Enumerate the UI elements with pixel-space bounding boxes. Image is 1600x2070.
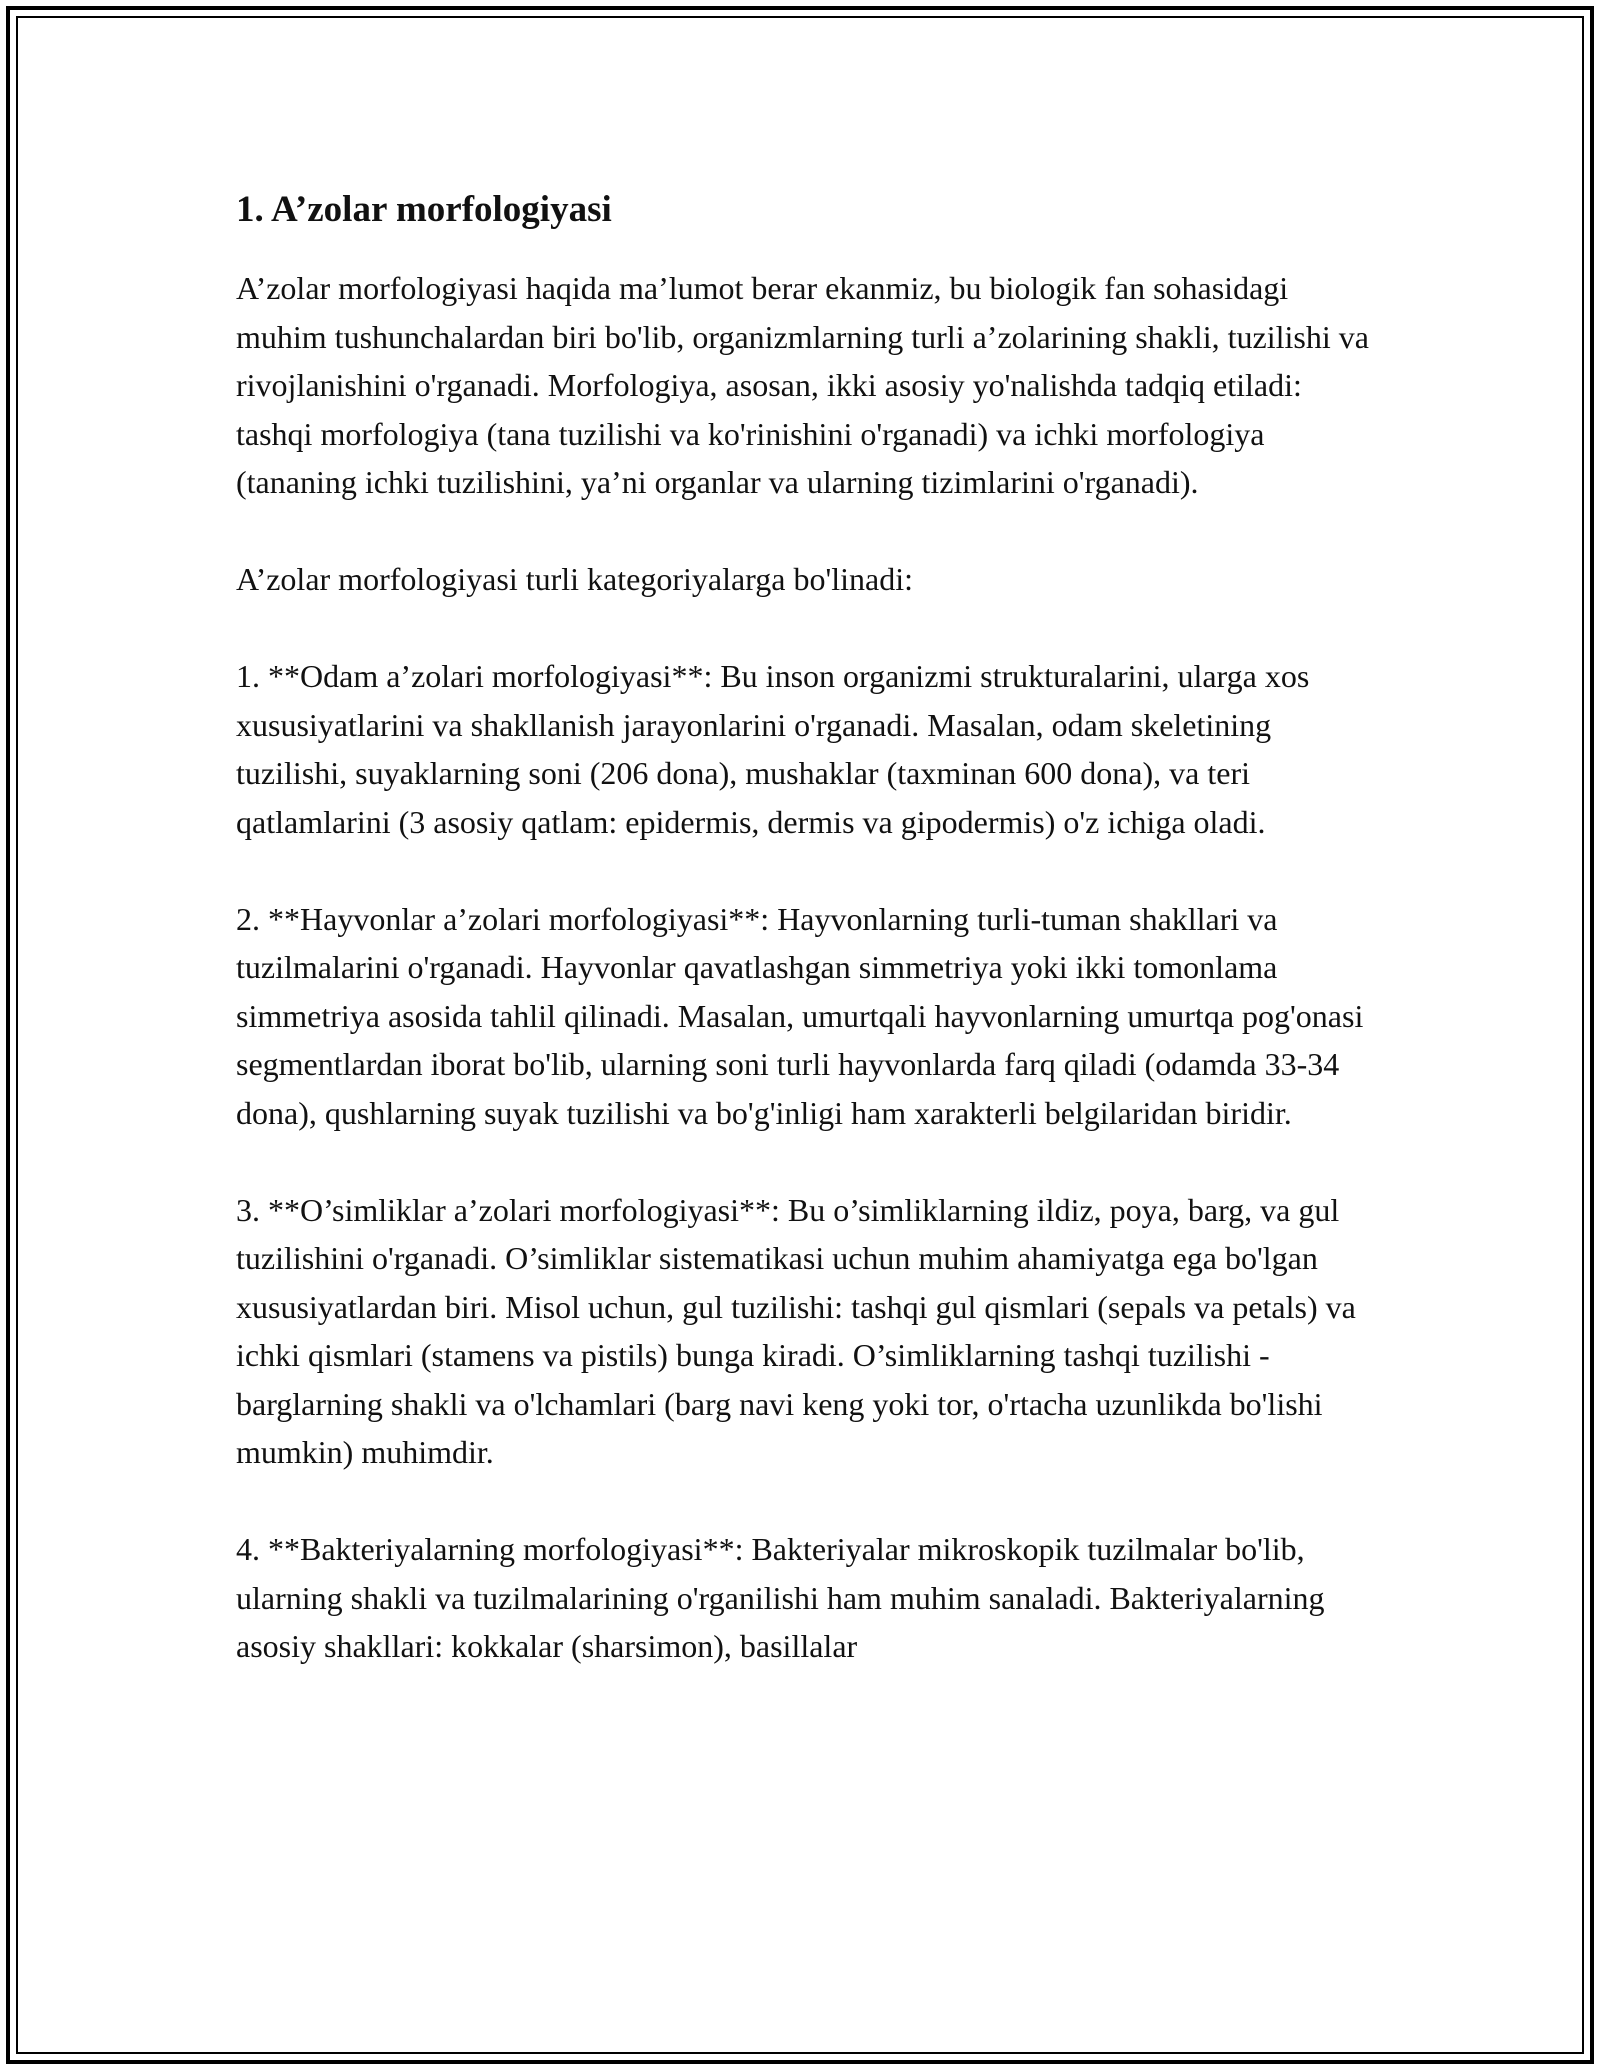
list-item-plant-morphology: 3. **O’simliklar a’zolari morfologiyasi**: Bu o’simliklarning ildiz, poya, barg, va gul tuzilishini o'rganadi. O’simliklar sistematikasi uchun muhim ahamiyatga ega bo'lgan xususiyatlardan biri. Misol uchun, gul tuzilishi: tashqi gul qismlari (sepals va petals) va ichki qismlari (stamens va pistils) bunga kiradi. O’simliklarning tashqi tuzilishi - barglarning shakli va o'lchamlari (barg navi keng yoki tor, o'rtacha uzunlikda bo'lishi mumkin) muhimdir.: [236, 1191, 1356, 1470]
list-item-bacteria-morphology: 4. **Bakteriyalarning morfologiyasi**: Bakteriyalar mikroskopik tuzilmalar bo'lib, ularning shakli va tuzilmalarining o'rganilishi ham muhim sanaladi. Bakteriyalarning asosiy shakllari: kokkalar (sharsimon), basillalar: [236, 1531, 1325, 1664]
categories-intro-paragraph: A’zolar morfologiyasi turli kategoriyalarga bo'linadi:: [236, 561, 913, 597]
list-item-animal-morphology: 2. **Hayvonlar a’zolari morfologiyasi**: Hayvonlarning turli-tuman shakllari va tuzilmalarini o'rganadi. Hayvonlar qavatlashgan simmetriya yoki ikki tomonlama simmetriya asosida tahlil qilinadi. Masalan, umurtqali hayvonlarning umurtqa pog'onasi segmentlardan iborat bo'lib, ularning soni turli hayvonlarda farq qiladi (odamda 33-34 dona), qushlarning suyak tuzilishi va bo'g'inligi ham xarakterli belgilaridan biridir.: [236, 900, 1364, 1131]
intro-paragraph: A’zolar morfologiyasi haqida ma’lumot berar ekanmiz, bu biologik fan sohasidagi muhim tushunchalardan biri bo'lib, organizmlarning turli a’zolarining shakli, tuzilishi va rivojlanishini o'rganadi. Morfologiya, asosan, ikki asosiy yo'nalishda tadqiq etiladi: tashqi morfologiya (tana tuzilishi va ko'rinishini o'rganadi) va ichki morfologiya (tananing ichki tuzilishini, ya’ni organlar va ularning tizimlarini o'rganadi).: [236, 270, 1369, 500]
section-heading: 1. A’zolar morfologiyasi: [236, 189, 612, 230]
list-item-human-morphology: 1. **Odam a’zolari morfologiyasi**: Bu inson organizmi strukturalarini, ularga xos xususiyatlarini va shakllanish jarayonlarini o'rganadi. Masalan, odam skeletining tuzilishi, suyaklarning soni (206 dona), mushaklar (taxminan 600 dona), va teri qatlamlarini (3 asosiy qatlam: epidermis, dermis va gipodermis) o'z ichiga oladi.: [236, 658, 1310, 840]
document-body: [236, 186, 1386, 1719]
